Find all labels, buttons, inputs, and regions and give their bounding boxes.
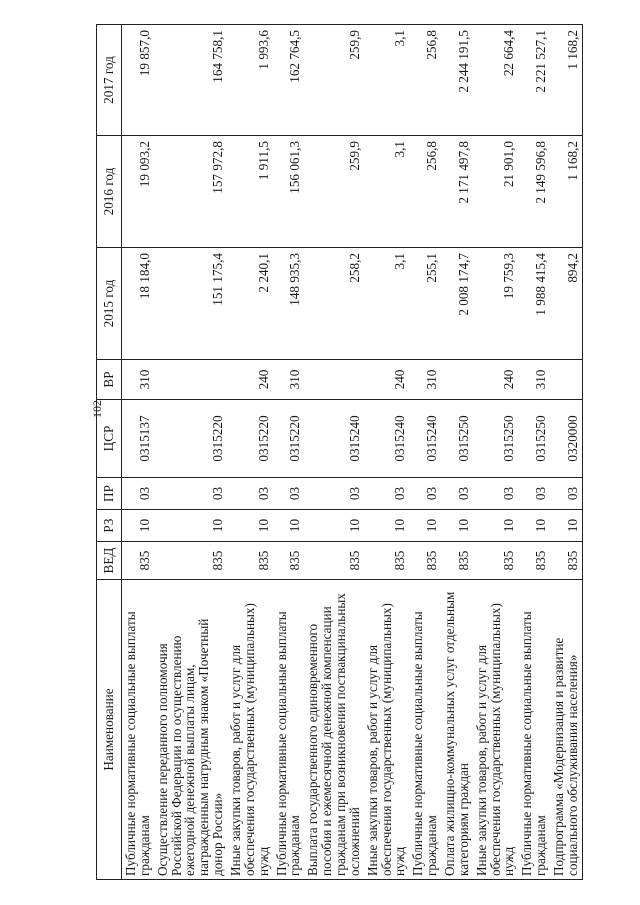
table-row: [364, 25, 410, 880]
row-2016: 156 061,3: [273, 136, 305, 248]
row-ved: 835: [550, 542, 582, 580]
row-2017: 162 764,5: [273, 25, 305, 136]
header-2015: 2015 год: [97, 248, 122, 360]
row-name: Выплата государственного единовременного пособия и ежемесячной денежной компенсации гражданам при возникновении поствакцинальных осложнений: [304, 580, 363, 880]
row-ved: 835: [473, 542, 519, 580]
row-csr: 0315250: [441, 400, 473, 478]
row-rz: 10: [409, 510, 441, 542]
row-2016: 2 171 497,8: [441, 136, 473, 248]
row-rz: 10: [550, 510, 582, 542]
row-rz: 10: [154, 510, 227, 542]
row-vr: [441, 360, 473, 400]
header-vr: ВР: [97, 360, 122, 400]
row-csr: 0315240: [304, 400, 363, 478]
row-2015: 151 175,4: [154, 248, 227, 360]
row-rz: 10: [473, 510, 519, 542]
row-2016: 21 901,0: [473, 136, 519, 248]
row-name: Иные закупки товаров, работ и услуг для обеспечения государственных (муниципальных) нужд: [227, 580, 273, 880]
row-pr: 03: [550, 478, 582, 510]
table-row: [441, 25, 473, 880]
row-name: Публичные нормативные социальные выплаты гражданам: [409, 580, 441, 880]
table-row: [227, 25, 273, 880]
row-rz: 10: [304, 510, 363, 542]
row-pr: 03: [518, 478, 550, 510]
row-vr: [154, 360, 227, 400]
row-2015: 2 008 174,7: [441, 248, 473, 360]
row-csr: 0315240: [409, 400, 441, 478]
header-2017: 2017 год: [97, 25, 122, 136]
row-name: Публичные нормативные социальные выплаты гражданам: [273, 580, 305, 880]
budget-table-rotated: [96, 25, 588, 880]
row-2017: 256,8: [409, 25, 441, 136]
row-2016: 19 093,2: [122, 136, 154, 248]
row-pr: 03: [154, 478, 227, 510]
row-name: Иные закупки товаров, работ и услуг для обеспечения государственных (муниципальных) нужд: [364, 580, 410, 880]
row-2017: 2 244 191,5: [441, 25, 473, 136]
row-rz: 10: [518, 510, 550, 542]
row-2016: 1 911,5: [227, 136, 273, 248]
header-csr: ЦСР: [97, 400, 122, 478]
table-row: [154, 25, 227, 880]
row-2015: 1 988 415,4: [518, 248, 550, 360]
row-vr: [304, 360, 363, 400]
row-vr: 240: [227, 360, 273, 400]
row-vr: [550, 360, 582, 400]
row-pr: 03: [364, 478, 410, 510]
row-rz: 10: [273, 510, 305, 542]
table-row: [518, 25, 550, 880]
row-pr: 03: [227, 478, 273, 510]
row-ved: 835: [409, 542, 441, 580]
row-2017: 164 758,1: [154, 25, 227, 136]
row-pr: 03: [441, 478, 473, 510]
header-ved: ВЕД: [97, 542, 122, 580]
row-rz: 10: [364, 510, 410, 542]
row-name: Оплата жилищно-коммунальных услуг отдельным категориям граждан: [441, 580, 473, 880]
table-row: [122, 25, 154, 880]
row-ved: 835: [441, 542, 473, 580]
row-2015: 19 759,3: [473, 248, 519, 360]
row-vr: 240: [473, 360, 519, 400]
row-pr: 03: [473, 478, 519, 510]
row-name: Подпрограмма «Модернизация и развитие социального обслуживания населения»: [550, 580, 582, 880]
table-header-row: [97, 25, 122, 880]
row-pr: 03: [122, 478, 154, 510]
row-ved: 835: [122, 542, 154, 580]
row-ved: 835: [154, 542, 227, 580]
row-name: Публичные нормативные социальные выплаты гражданам: [518, 580, 550, 880]
table-row: [473, 25, 519, 880]
row-2017: 19 857,0: [122, 25, 154, 136]
row-name: Иные закупки товаров, работ и услуг для обеспечения государственных (муниципальных) нужд: [473, 580, 519, 880]
row-vr: 310: [409, 360, 441, 400]
page-number: 102: [90, 400, 104, 418]
row-ved: 835: [227, 542, 273, 580]
row-ved: 835: [518, 542, 550, 580]
row-csr: 0315220: [227, 400, 273, 478]
row-2015: 894,2: [550, 248, 582, 360]
row-2015: 258,2: [304, 248, 363, 360]
table-row: [550, 25, 582, 880]
header-rz: РЗ: [97, 510, 122, 542]
row-ved: 835: [273, 542, 305, 580]
row-2017: 22 664,4: [473, 25, 519, 136]
row-2017: 3,1: [364, 25, 410, 136]
row-csr: 0315240: [364, 400, 410, 478]
row-2017: 1 168,2: [550, 25, 582, 136]
row-csr: 0315220: [273, 400, 305, 478]
row-ved: 835: [304, 542, 363, 580]
row-vr: 310: [122, 360, 154, 400]
table-row: [273, 25, 305, 880]
row-rz: 10: [441, 510, 473, 542]
header-pr: ПР: [97, 478, 122, 510]
row-pr: 03: [409, 478, 441, 510]
table-row: [304, 25, 363, 880]
header-2016: 2016 год: [97, 136, 122, 248]
row-csr: 0315137: [122, 400, 154, 478]
row-2017: 259,9: [304, 25, 363, 136]
row-2017: 2 221 527,1: [518, 25, 550, 136]
table-row: [409, 25, 441, 880]
row-2015: 148 935,3: [273, 248, 305, 360]
row-ved: 835: [364, 542, 410, 580]
row-csr: 0320000: [550, 400, 582, 478]
row-2015: 2 240,1: [227, 248, 273, 360]
row-name: Осуществление переданного полномочия Российской Федерации по осуществлению ежегодной денежной выплаты лицам, награжденным нагрудным знаком «Почетный донор России»: [154, 580, 227, 880]
row-2015: 255,1: [409, 248, 441, 360]
row-pr: 03: [304, 478, 363, 510]
row-pr: 03: [273, 478, 305, 510]
row-2016: 1 168,2: [550, 136, 582, 248]
row-2016: 3,1: [364, 136, 410, 248]
row-2016: 256,8: [409, 136, 441, 248]
row-name: Публичные нормативные социальные выплаты гражданам: [122, 580, 154, 880]
row-vr: 310: [518, 360, 550, 400]
budget-table: [96, 24, 583, 880]
row-2016: 259,9: [304, 136, 363, 248]
row-2016: 157 972,8: [154, 136, 227, 248]
row-2015: 18 184,0: [122, 248, 154, 360]
row-vr: 310: [273, 360, 305, 400]
row-csr: 0315250: [473, 400, 519, 478]
header-name: Наименование: [97, 580, 122, 880]
row-2015: 3,1: [364, 248, 410, 360]
row-rz: 10: [227, 510, 273, 542]
row-csr: 0315220: [154, 400, 227, 478]
row-2017: 1 993,6: [227, 25, 273, 136]
row-rz: 10: [122, 510, 154, 542]
row-vr: 240: [364, 360, 410, 400]
row-2016: 2 149 596,8: [518, 136, 550, 248]
row-csr: 0315250: [518, 400, 550, 478]
